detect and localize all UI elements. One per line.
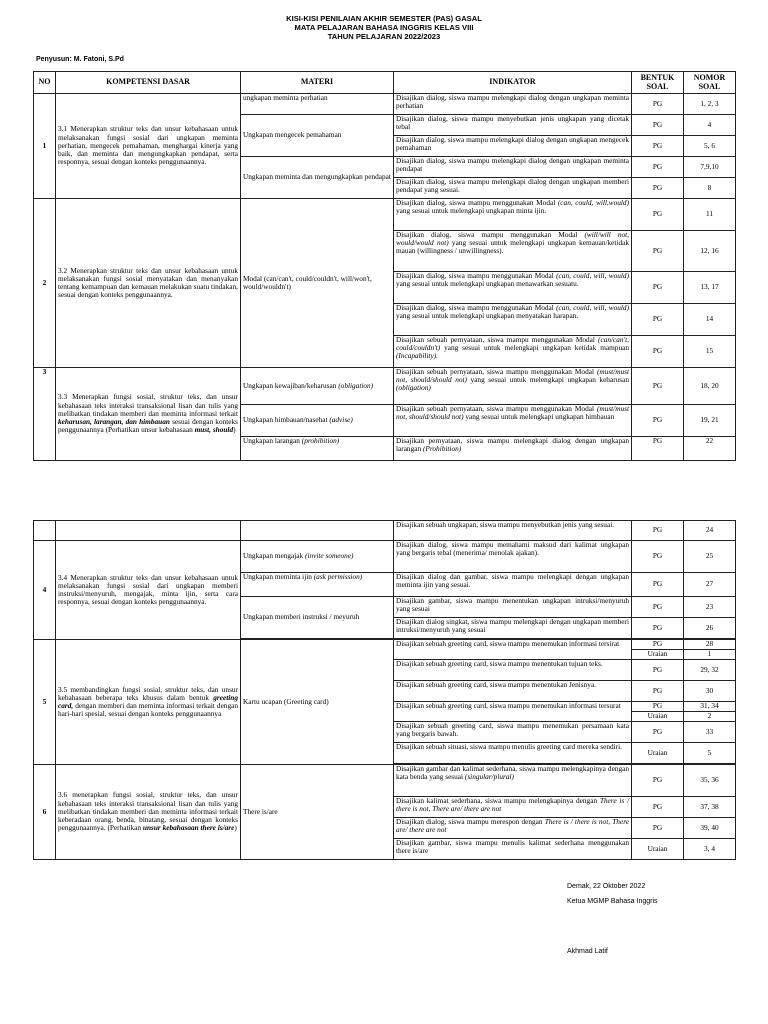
title-line-1: KISI-KISI PENILAIAN AKHIR SEMESTER (PAS) GASAL <box>286 14 482 23</box>
materi-cell: There is/are <box>241 765 394 860</box>
materi-cell: Ungkapan larangan (prohibition) <box>241 437 394 461</box>
table-row <box>34 368 736 405</box>
materi-cell: Ungkapan meminta ijin (ask permission) <box>241 573 394 597</box>
nomor-cell: 7,9,10 <box>684 157 736 178</box>
kd-text: 3.4 Menerapkan struktur teks dan unsur kebahasaan untuk melaksanakan fungsi sosial dari ungkapan memberi instruksi/menyuruh, mengajak, minta ijin, serta cara responnya, sesuai dengan konteks penggunaannya. <box>56 541 241 640</box>
signature-role: Ketua MGMP Bahasa Inggris <box>567 898 658 905</box>
indikator-cell: Disajikan dialog, siswa mampu melengkapi dialog dengan ungkapan meminta pendapat <box>394 157 632 178</box>
nomor-cell: 30 <box>684 681 736 702</box>
kd-number: 4 <box>34 541 56 640</box>
materi-cell: Kartu ucapan (Greeting card) <box>241 640 394 765</box>
nomor-cell: 5 <box>684 743 736 764</box>
bentuk-cell: PG <box>632 115 684 136</box>
materi-cell: Ungkapan meminta dan mengungkapkan pendapat <box>241 157 394 199</box>
indikator-cell: Disajikan dialog, siswa mampu merespon dengan There is / there is not, There are/ there are not <box>394 818 632 839</box>
materi-cell: Ungkapan kewajiban/keharusan (obligation) <box>241 368 394 405</box>
bentuk-cell: PG <box>632 94 684 115</box>
table-row <box>34 521 736 541</box>
bentuk-cell: PG <box>632 818 684 839</box>
indikator-cell: Disajikan dialog, siswa mampu menggunakan Modal (will/will not, would/would not) yang sesuai untuk melengkapi ungkapan kemauan/ketidak mauan (willingness / unwillingness). <box>394 231 632 272</box>
bentuk-cell: PG <box>632 597 684 618</box>
bentuk-cell: PG <box>632 178 684 199</box>
bentuk-cell: PG <box>632 722 684 743</box>
bentuk-cell: PG <box>632 272 684 304</box>
bentuk-cell: Uraian <box>632 650 684 660</box>
bentuk-cell: PG <box>632 640 684 650</box>
nomor-cell: 27 <box>684 573 736 597</box>
nomor-cell: 1, 2, 3 <box>684 94 736 115</box>
indikator-cell: Disajikan dialog dan gambar, siswa mampu melengkapi dengan ungkapan meminta ijin yang sesuai. <box>394 573 632 597</box>
kd-text: 3.1 Menerapkan struktur teks dan unsur kebahasaan untuk melaksanakan fungsi sosial dari ungkapan meminta perhatian, mengecek pemahaman, menghargai kinerja yang baik, dan meminta dan mengungkapkan pendapat, serta responnya, sesuai dengan konteks penggunaannya. <box>56 94 241 199</box>
indikator-cell: Disajikan dialog singkat, siswa mampu melengkapi dengan ungkapan memberi intruksi/menyuruh yang sesuai <box>394 618 632 639</box>
indikator-cell: Disajikan sebuah greeting card, siswa mampu menentukan Jenisnya. <box>394 681 632 702</box>
indikator-cell: Disajikan kalimat sederhana, siswa mampu melengkapinya dengan There is / there is not, There are/ there are not <box>394 797 632 818</box>
kd-text: 3.3 Menerapkan fungsi sosial, struktur teks, dan unsur kebahasaan teks interaksi transaksional lisan dan tulis yang melibatkan tindakan memberi dan meminta informasi terkait keharusan, larangan, dan himbauan sesuai dengan konteks penggunaannya (Perhatikan unsur kebahasaan must, should) <box>56 368 241 461</box>
col-header-bentuk: BENTUK SOAL <box>632 72 684 94</box>
nomor-cell: 28 <box>684 640 736 650</box>
indikator-cell: Disajikan sebuah greeting card, siswa mampu menemukan informasi tersirat <box>394 640 632 660</box>
bentuk-cell: PG <box>632 199 684 231</box>
nomor-cell: 1 <box>684 650 736 660</box>
indikator-cell: Disajikan gambar, siswa mampu menulis kalimat sederhana menggunakan there is/are <box>394 839 632 860</box>
materi-cell: Ungkapan mengajak (invite someone) <box>241 541 394 573</box>
materi-cell: ungkapan meminta perhatian <box>241 94 394 115</box>
nomor-cell: 12, 16 <box>684 231 736 272</box>
bentuk-cell: PG <box>632 702 684 712</box>
table-row <box>34 640 736 650</box>
bentuk-cell: PG <box>632 304 684 336</box>
nomor-cell: 5, 6 <box>684 136 736 157</box>
kd-text <box>56 521 241 541</box>
col-header-no: NO <box>34 72 56 94</box>
indikator-cell: Disajikan dialog, siswa mampu menggunakan Modal (can, could, will,would) yang sesuai untuk melengkapi ungkapan minta ijin. <box>394 199 632 231</box>
indikator-cell: Disajikan dialog, siswa mampu menggunakan Modal (can, could, will, would) yang sesuai untuk melengkapi ungkapan menyatakan harapan. <box>394 304 632 336</box>
nomor-cell: 22 <box>684 437 736 461</box>
indikator-cell: Disajikan sebuah pernyataan, siswa mampu menggunakan Modal (must/must not, should/should not) yang sesuai untuk melengkapi ungkapan himbauan <box>394 405 632 437</box>
bentuk-cell: PG <box>632 681 684 702</box>
kd-number: 6 <box>34 765 56 860</box>
title-line-2: MATA PELAJARAN BAHASA INGGRIS KELAS VIII <box>294 23 474 32</box>
col-header-nomor: NOMOR SOAL <box>684 72 736 94</box>
kd-text: 3.2 Menerapkan struktur teks dan unsur kebahasaan untuk melaksanakan fungsi sosial menyatakan dan menanyakan tentang kemampuan dan kemauan melakukan suatu tindakan, sesuai dengan konteks penggunaannya. <box>56 199 241 368</box>
nomor-cell: 4 <box>684 115 736 136</box>
bentuk-cell: PG <box>632 573 684 597</box>
indikator-cell: Disajikan dialog, siswa mampu melengkapi dialog dengan ungkapan mengecek pemahaman <box>394 136 632 157</box>
document-title <box>0 14 768 41</box>
kd-number: 3 <box>34 368 56 461</box>
col-header-materi: MATERI <box>241 72 394 94</box>
grid-table-1 <box>33 71 736 461</box>
indikator-cell: Disajikan sebuah greeting card, siswa mampu menemukan persamaan kata yang bergaris bawah. <box>394 722 632 743</box>
materi-cell: Ungkapan memberi instruksi / meyuruh <box>241 597 394 639</box>
nomor-cell: 25 <box>684 541 736 573</box>
kd-number: 1 <box>34 94 56 199</box>
kd-text: 3.6 menerapkan fungsi sosial, struktur teks, dan unsur kebahasaan teks interaksi transaksional lisan dan tulis yang melibatkan tindakan memberi dan meminta informasi terkait keberadaan orang, benda, binatang, sesuai dengan konteks penggunaannya. (Perhatikan unsur kebahasaan there is/are) <box>56 765 241 860</box>
nomor-cell: 18, 20 <box>684 368 736 405</box>
table-row <box>34 765 736 797</box>
bentuk-cell: PG <box>632 797 684 818</box>
kd-number <box>34 521 56 541</box>
table-row <box>34 199 736 231</box>
nomor-cell: 3, 4 <box>684 839 736 860</box>
indikator-cell: Disajikan dialog, siswa mampu memahami maksud dari kalimat ungkapan yang bergaris tebal (menerima/ menolak ajakan). <box>394 541 632 573</box>
title-line-3: TAHUN PELAJARAN 2022/2023 <box>327 32 441 41</box>
indikator-cell: Disajikan sebuah pernyataan, siswa mampu menggunakan Modal (can/can't, could/couldn't) yang sesuai untuk melengkapi ungkapan ketidak mampuan (Incapability). <box>394 336 632 368</box>
bentuk-cell: PG <box>632 136 684 157</box>
bentuk-cell: Uraian <box>632 712 684 722</box>
table-header-row <box>34 72 736 94</box>
table-row <box>34 541 736 573</box>
signature-date: Demak, 22 Oktober 2022 <box>567 883 646 890</box>
indikator-cell: Disajikan pernyataan, siswa mampu melengkapi dialog dengan ungkapan larangan (Prohibition) <box>394 437 632 461</box>
nomor-cell: 24 <box>684 521 736 541</box>
bentuk-cell: PG <box>632 336 684 368</box>
indikator-cell: Disajikan gambar dan kalimat sederhana, siswa mampu melengkapinya dengan kata benda yang sesuai (singular/plural) <box>394 765 632 797</box>
nomor-cell: 23 <box>684 597 736 618</box>
nomor-cell: 11 <box>684 199 736 231</box>
materi-cell: Modal (can/can't, could/couldn't, will/won't, would/wouldn't) <box>241 199 394 368</box>
indikator-cell: Disajikan gambar, siswa mampu menentukan ungkapan intruksi/menyuruh yang sesuai <box>394 597 632 618</box>
bentuk-cell: PG <box>632 521 684 541</box>
kd-number: 5 <box>34 640 56 765</box>
kd-number: 2 <box>34 199 56 368</box>
bentuk-cell: Uraian <box>632 743 684 764</box>
grid-table-2 <box>33 520 736 860</box>
nomor-cell: 26 <box>684 618 736 639</box>
indikator-cell: Disajikan dialog, siswa mampu menggunakan Modal (can, could, will, would) yang sesuai untuk melengkapi ungkapan menawarkan sesuatu. <box>394 272 632 304</box>
indikator-cell: Disajikan sebuah situasi, siswa mampu menulis greeting card mereka sendiri. <box>394 743 632 764</box>
nomor-cell: 2 <box>684 712 736 722</box>
kd-text: 3.5 membandingkan fungsi sosial, struktur teks, dan unsur kebahasaan beberapa teks khusus dalam bentuk greeting card, dengan memberi dan meminta informasi terkait dengan hari-hari spesial, sesuai dengan konteks penggunaannya <box>56 640 241 765</box>
bentuk-cell: PG <box>632 231 684 272</box>
nomor-cell: 35, 36 <box>684 765 736 797</box>
indikator-cell: Disajikan sebuah greeting card, siswa mampu menemukan informasi tersurat <box>394 702 632 722</box>
nomor-cell: 37, 38 <box>684 797 736 818</box>
table-row <box>34 94 736 115</box>
bentuk-cell: PG <box>632 437 684 461</box>
nomor-cell: 13, 17 <box>684 272 736 304</box>
materi-cell: Ungkapan mengecek pemahaman <box>241 115 394 157</box>
nomor-cell: 8 <box>684 178 736 199</box>
nomor-cell: 39, 40 <box>684 818 736 839</box>
col-header-kd: KOMPETENSI DASAR <box>56 72 241 94</box>
indikator-cell: Disajikan dialog, siswa mampu menyebutkan jenis ungkapan yang dicetak tebal <box>394 115 632 136</box>
indikator-cell: Disajikan sebuah pernyataan, siswa mampu menggunakan Modal (must/must not, should/should not) yang sesuai untuk melengkapi ungkapan keharusan (obligation) <box>394 368 632 405</box>
bentuk-cell: PG <box>632 405 684 437</box>
bentuk-cell: PG <box>632 765 684 797</box>
bentuk-cell: PG <box>632 541 684 573</box>
nomor-cell: 33 <box>684 722 736 743</box>
materi-cell <box>241 521 394 541</box>
bentuk-cell: Uraian <box>632 839 684 860</box>
nomor-cell: 31, 34 <box>684 702 736 712</box>
nomor-cell: 19, 21 <box>684 405 736 437</box>
nomor-cell: 29, 32 <box>684 660 736 681</box>
bentuk-cell: PG <box>632 618 684 639</box>
indikator-cell: Disajikan sebuah greeting card, siswa mampu menentukan tujuan teks. <box>394 660 632 681</box>
nomor-cell: 14 <box>684 304 736 336</box>
author-line: Penyusun: M. Fatoni, S.Pd <box>36 56 124 63</box>
indikator-cell: Disajikan sebuah ungkapan, siswa mampu menyebutkan jenis yang sesuai. <box>394 521 632 541</box>
materi-cell: Ungkapan himbauan/nasehat (advise) <box>241 405 394 437</box>
indikator-cell: Disajikan dialog, siswa mampu melengkapi dialog dengan ungkapan meminta perhatian <box>394 94 632 115</box>
nomor-cell: 15 <box>684 336 736 368</box>
col-header-indikator: INDIKATOR <box>394 72 632 94</box>
bentuk-cell: PG <box>632 368 684 405</box>
bentuk-cell: PG <box>632 157 684 178</box>
indikator-cell: Disajikan dialog, siswa mampu melengkapi dialog dengan ungkapan memberi pendapat yang sesuai. <box>394 178 632 199</box>
signature-name: Akhmad Latif <box>567 948 608 955</box>
bentuk-cell: PG <box>632 660 684 681</box>
